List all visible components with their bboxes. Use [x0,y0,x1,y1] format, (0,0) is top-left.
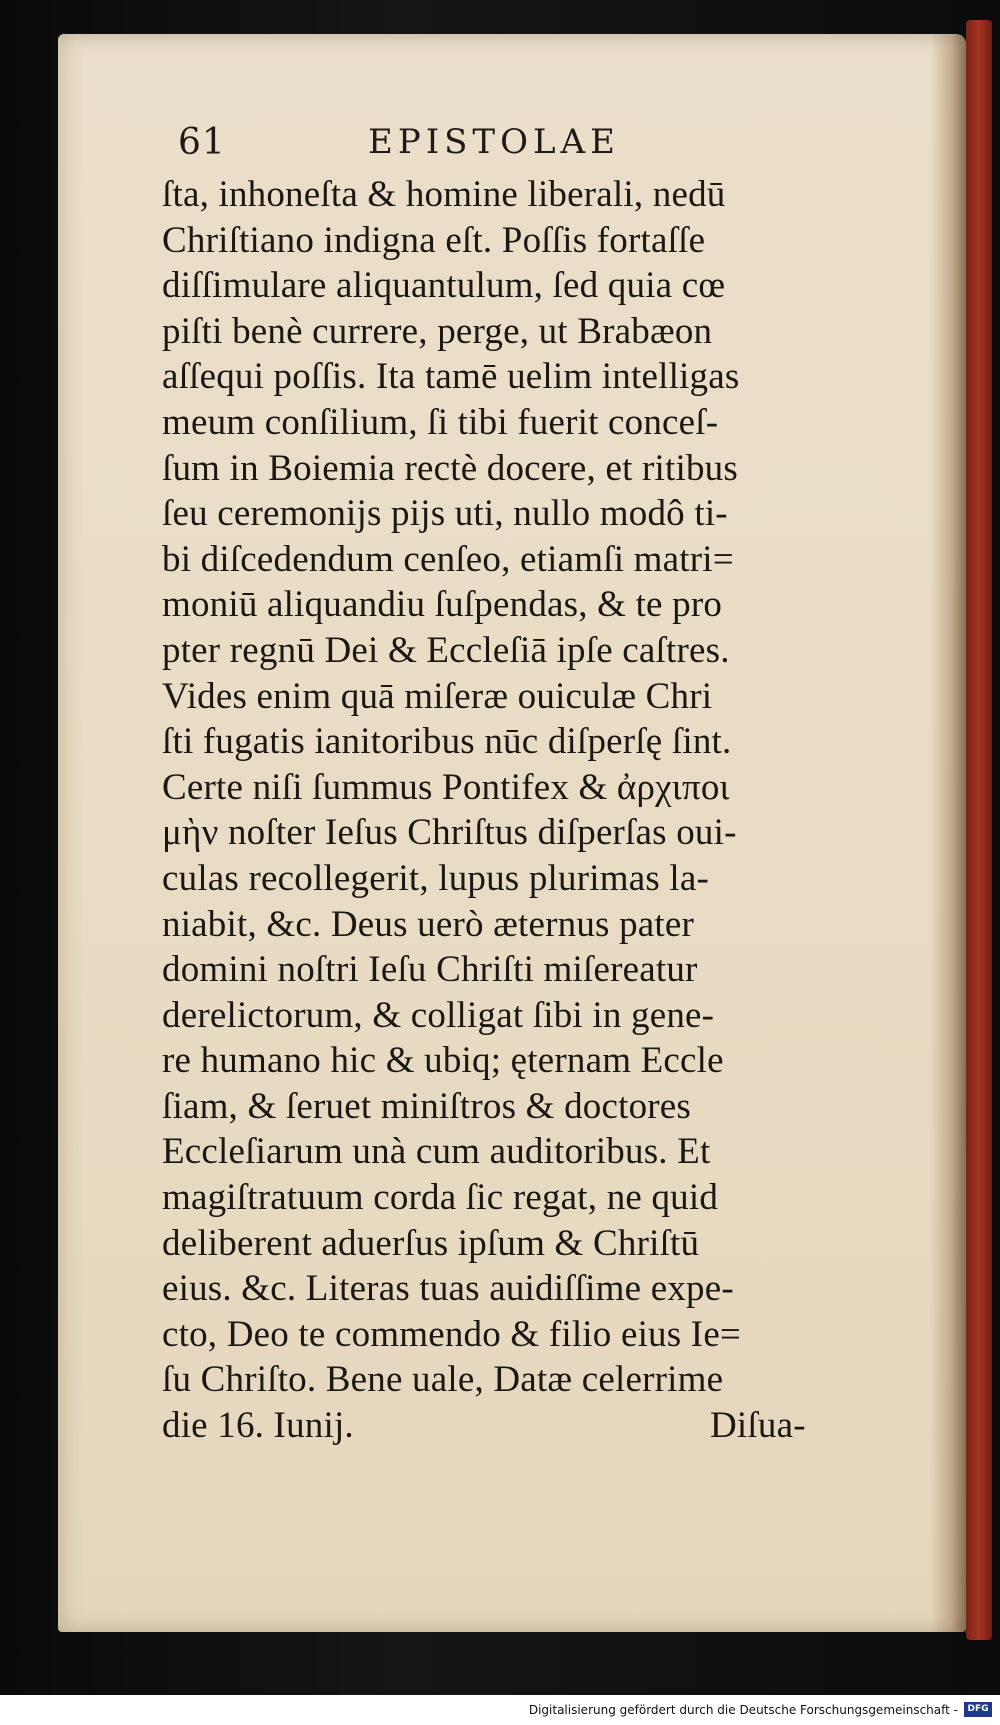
text-line: cto, Deo te commendo & filio eius Ie= [162,1313,742,1355]
digitization-footer [0,1695,1000,1725]
page-number: 61 [178,122,226,163]
text-line: ſu Chriſto. Bene uale, Datæ celerrime [162,1359,724,1401]
header-title: EPISTOLAE [368,122,620,162]
text-line: meum conſilium, ſi tibi fuerit conceſ- [162,401,719,443]
text-line: ſti fugatis ianitoribus nūc diſperſę ſint. [162,721,732,763]
text-line: bi diſcedendum cenſeo, etiamſi matri= [162,538,734,580]
text-line: ſum in Boiemia rectè docere, et ritibus [162,447,738,489]
text-line: Eccleſiarum unà cum auditoribus. Et [162,1131,711,1173]
text-line: pter regnū Dei & Eccleſiā ipſe caſtres. [162,629,730,671]
text-line: re humano hic & ubiq; ęternam Eccle [162,1040,724,1082]
catchword: Diſua- [710,1405,806,1447]
text-line: magiſtratuum corda ſic regat, ne quid [162,1177,719,1219]
text-line: ſiam, & ſeruet miniſtros & doctores [162,1085,692,1127]
text-block [162,172,922,1449]
text-line: aſſequi poſſis. Ita tamē uelim intelligas [162,356,740,398]
text-line: Certe niſi ſummus Pontifex & ἀρχιποι [162,766,730,808]
book-binding [966,20,992,1640]
text-line: derelictorum, & colligat ſibi in gene- [162,994,715,1036]
text-line: niabit, &c. Deus uerò æternus pater [162,903,695,945]
text-line: Vides enim quā miſeræ ouiculæ Chri [162,675,713,717]
text-line: Chriſtiano indigna eſt. Poſſis fortaſſe [162,219,706,261]
text-line: culas recollegerit, lupus plurimas la- [162,857,710,899]
text-line: domini noſtri Ieſu Chriſti miſereatur [162,949,698,991]
text-line: diſſimulare aliquantulum, ſed quia cœ [162,265,726,307]
dfg-logo: DFG [964,1702,992,1717]
text-line: piſti benè currere, perge, ut Brabæon [162,310,713,352]
running-head [178,122,738,174]
text-line: deliberent aduerſus ipſum & Chriſtū [162,1222,700,1264]
text-line: ſeu ceremonijs pijs uti, nullo modô ti- [162,493,728,535]
text-line-last [162,1403,922,1449]
text-line: μὴν noſter Ieſus Chriſtus diſperſas oui- [162,812,737,854]
text-line: die 16. Iunij. [162,1405,354,1447]
page-edge-shadow [930,34,966,1632]
text-line: ſta, inhoneſta & homine liberali, nedū [162,174,726,215]
text-line: moniū aliquandiu ſuſpendas, & te pro [162,584,723,626]
text-line: eius. &c. Literas tuas auidiſſime expe- [162,1268,734,1310]
footer-credit: Digitalisierung gefördert durch die Deutsche Forschungsgemeinschaft - [528,1703,958,1717]
